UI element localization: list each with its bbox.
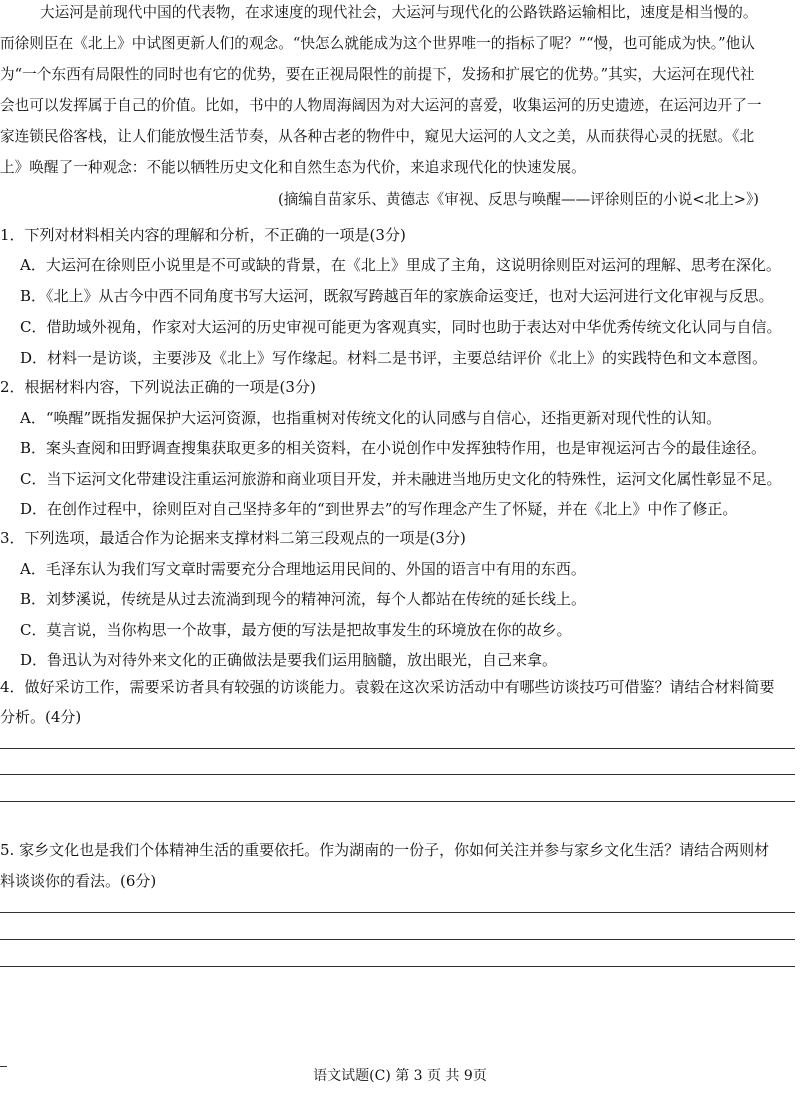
option-b: B．案头查阅和田野调查搜集获取更多的相关资料，在小说创作中发挥独特作用，也是审视运河古今的最佳途径。: [20, 439, 767, 457]
option-a: A．毛泽东认为我们写文章时需要充分合理地运用民间的、外国的语言中有用的东西。: [20, 560, 586, 578]
question-stem: 1．下列对材料相关内容的理解和分析，不正确的一项是(3分): [0, 226, 406, 244]
question-stem: 2．根据材料内容，下列说法正确的一项是(3分): [0, 378, 316, 396]
option-c: C．莫言说，当你构思一个故事，最方便的写法是把故事发生的环境放在你的故乡。: [20, 621, 572, 639]
question-stem: 3．下列选项，最适合作为论据来支撑材料二第三段观点的一项是(3分): [0, 529, 466, 547]
answer-line[interactable]: [0, 912, 795, 913]
question-stem: 5. 家乡文化也是我们个体精神生活的重要依托。作为湖南的一份子，你如何关注并参与家乡文化生活？请结合两则材: [0, 841, 770, 859]
option-c: C．当下运河文化带建设注重运河旅游和商业项目开发，并未融进当地历史文化的特殊性，运河文化属性彰显不足。: [20, 470, 782, 488]
question-stem-cont: 分析。(4分): [0, 708, 82, 726]
option-d: D．材料一是访谈，主要涉及《北上》写作缘起。材料二是书评，主要总结评价《北上》的实践特色和文本意图。: [20, 349, 768, 367]
passage-line: 大运河是前现代中国的代表物，在求速度的现代社会，大运河与现代化的公路铁路运输相比，速度是相当慢的。: [40, 4, 758, 21]
option-a: A．“唤醒”既指发掘保护大运河资源，也指重树对传统文化的认同感与自信心，还指更新对现代性的认知。: [20, 409, 722, 427]
option-b: B．刘梦溪说，传统是从过去流淌到现今的精神河流，每个人都站在传统的延长线上。: [20, 590, 587, 608]
option-d: D．在创作过程中，徐则臣对自己坚持多年的“到世界去”的写作理念产生了怀疑，并在《北上》中作了修正。: [20, 500, 738, 518]
answer-line[interactable]: [0, 966, 795, 967]
option-d: D．鲁迅认为对待外来文化的正确做法是要我们运用脑髓，放出眼光，自己来拿。: [20, 651, 558, 669]
answer-line[interactable]: [0, 748, 795, 749]
passage-line: 上》唤醒了一种观念：不能以牺牲历史文化和自然生态为代价，来追求现代化的快速发展。: [0, 159, 586, 176]
answer-line[interactable]: [0, 801, 795, 802]
option-c: C．借助域外视角，作家对大运河的历史审视可能更为客观真实，同时也助于表达对中华优秀传统文化认同与自信。: [20, 318, 782, 336]
option-b: B．《北上》从古今中西不同角度书写大运河，既叙写跨越百年的家族命运变迁，也对大运河进行文化审视与反思。: [20, 287, 774, 305]
answer-line[interactable]: [0, 774, 795, 775]
passage-line: 为“一个东西有局限性的同时也有它的优势，要在正视局限性的前提下，发扬和扩展它的优势。”其实，大运河在现代社: [0, 66, 755, 83]
question-stem-cont: 料谈谈你的看法。(6分): [0, 872, 157, 890]
passage-line: 会也可以发挥属于自己的价值。比如，书中的人物周海阔因为对大运河的喜爱，收集运河的历史遗迹，在运河边开了一: [0, 97, 762, 114]
passage-line: 而徐则臣在《北上》中试图更新人们的观念。“快怎么就能成为这个世界唯一的指标了呢？”“慢，也可能成为快。”他认: [0, 35, 755, 52]
page-footer: 语文试题(C) 第 3 页 共 9页: [313, 1068, 487, 1084]
passage-source: (摘编自苗家乐、黄德志《审视、反思与唤醒——评徐则臣的小说<北上>》): [278, 191, 759, 208]
passage-line: 家连锁民俗客栈，让人们能放慢生活节奏，从各种古老的物件中，窥见大运河的人文之美，从而获得心灵的抚慰。《北: [0, 128, 755, 145]
option-a: A．大运河在徐则臣小说里是不可或缺的背景，在《北上》里成了主角，这说明徐则臣对运河的理解、思考在深化。: [20, 256, 781, 274]
question-stem: 4．做好采访工作，需要采访者具有较强的访谈能力。袁毅在这次采访活动中有哪些访谈技巧可借鉴？请结合材料简要: [0, 678, 775, 696]
answer-line[interactable]: [0, 939, 795, 940]
